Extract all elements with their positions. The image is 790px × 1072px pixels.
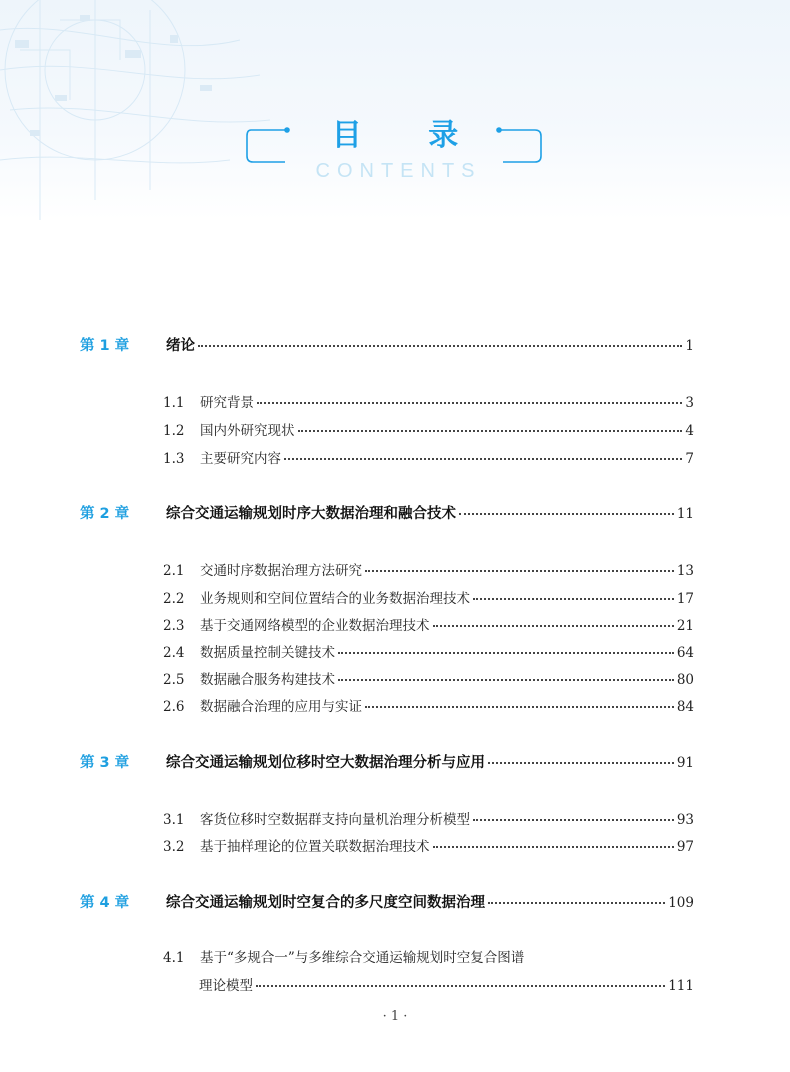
section-title: 业务规则和空间位置结合的业务数据治理技术	[200, 591, 470, 607]
dot-leader	[473, 597, 674, 600]
page-ref: 1	[685, 338, 694, 354]
section-number: 2.4	[163, 645, 185, 661]
section-title-continued: 理论模型	[199, 978, 253, 994]
page-ref: 17	[676, 591, 694, 607]
toc-section-2-2[interactable]	[163, 587, 694, 607]
page-title: 目 录	[331, 118, 487, 153]
toc-section-1-3[interactable]	[163, 447, 694, 467]
toc-section-1-2[interactable]	[163, 419, 694, 439]
page-ref: 4	[685, 423, 694, 439]
page-ref: 64	[676, 645, 694, 661]
page-ref: 97	[676, 839, 694, 855]
page-ref: 7	[685, 451, 694, 467]
dot-leader	[488, 761, 674, 764]
section-number: 2.6	[163, 699, 185, 715]
section-number: 2.1	[163, 563, 185, 579]
section-number: 1.3	[163, 451, 185, 467]
section-title: 数据融合治理的应用与实证	[200, 699, 362, 715]
chapter-title: 综合交通运输规划时序大数据治理和融合技术	[166, 506, 456, 522]
toc-chapter-2[interactable]	[80, 502, 694, 523]
dot-leader	[365, 705, 674, 708]
page-ref: 109	[668, 895, 694, 911]
section-number: 1.2	[163, 423, 185, 439]
chapter-number: 第 2 章	[80, 506, 130, 522]
toc-section-3-1[interactable]	[163, 808, 694, 828]
dot-leader	[198, 344, 682, 347]
chapter-title: 绪论	[166, 338, 195, 354]
section-title: 研究背景	[200, 395, 254, 411]
dot-leader	[473, 818, 674, 821]
page-ref: 93	[676, 812, 694, 828]
chapter-title: 综合交通运输规划时空复合的多尺度空间数据治理	[166, 895, 485, 911]
toc-chapter-3[interactable]	[80, 751, 694, 772]
section-number: 1.1	[163, 395, 185, 411]
dot-leader	[488, 901, 665, 904]
section-title: 主要研究内容	[200, 451, 281, 467]
chapter-number: 第 4 章	[80, 895, 130, 911]
toc-section-2-3[interactable]	[163, 614, 694, 634]
toc-chapter-1[interactable]	[80, 334, 694, 355]
page-ref: 13	[676, 563, 694, 579]
section-number: 2.2	[163, 591, 185, 607]
section-title: 国内外研究现状	[200, 423, 295, 439]
dot-leader	[298, 429, 683, 432]
section-title: 基于“多规合一”与多维综合交通运输规划时空复合图谱	[200, 950, 525, 966]
page-ref: 11	[676, 506, 694, 522]
section-title: 数据质量控制关键技术	[200, 645, 335, 661]
page-subtitle: CONTENTS	[315, 160, 482, 182]
header-band	[0, 0, 790, 220]
dot-leader	[433, 845, 674, 848]
chapter-number: 第 3 章	[80, 755, 130, 771]
dot-leader	[433, 624, 674, 627]
dot-leader	[338, 651, 674, 654]
dot-leader	[256, 984, 665, 987]
section-number: 3.2	[163, 839, 185, 855]
dot-leader	[338, 678, 674, 681]
dot-leader	[257, 401, 682, 404]
dot-leader	[459, 512, 674, 515]
section-number: 3.1	[163, 812, 185, 828]
section-title: 客货位移时空数据群支持向量机治理分析模型	[200, 812, 470, 828]
dot-leader	[365, 569, 674, 572]
section-title: 基于抽样理论的位置关联数据治理技术	[200, 839, 430, 855]
page-ref: 3	[685, 395, 694, 411]
toc-chapter-4[interactable]	[80, 891, 694, 912]
section-number: 2.5	[163, 672, 185, 688]
chapter-number: 第 1 章	[80, 338, 130, 354]
section-number: 4.1	[163, 950, 185, 966]
page-ref: 111	[668, 978, 694, 994]
page-ref: 21	[676, 618, 694, 634]
section-title: 数据融合服务构建技术	[200, 672, 335, 688]
toc-section-2-4[interactable]	[163, 641, 694, 661]
toc-section-3-2[interactable]	[163, 835, 694, 855]
page-ref: 91	[676, 755, 694, 771]
page-ref: 80	[676, 672, 694, 688]
toc-section-2-1[interactable]	[163, 559, 694, 579]
section-number: 2.3	[163, 618, 185, 634]
page-ref: 84	[676, 699, 694, 715]
toc-section-4-1-continued[interactable]	[199, 974, 694, 994]
dot-leader	[284, 457, 682, 460]
toc-section-4-1[interactable]	[163, 946, 694, 966]
toc-section-1-1[interactable]	[163, 391, 694, 411]
toc-section-2-6[interactable]	[163, 695, 694, 715]
toc-section-2-5[interactable]	[163, 668, 694, 688]
page-number: · 1 ·	[382, 1009, 408, 1024]
section-title: 基于交通网络模型的企业数据治理技术	[200, 618, 430, 634]
section-title: 交通时序数据治理方法研究	[200, 563, 362, 579]
chapter-title: 综合交通运输规划位移时空大数据治理分析与应用	[166, 755, 485, 771]
